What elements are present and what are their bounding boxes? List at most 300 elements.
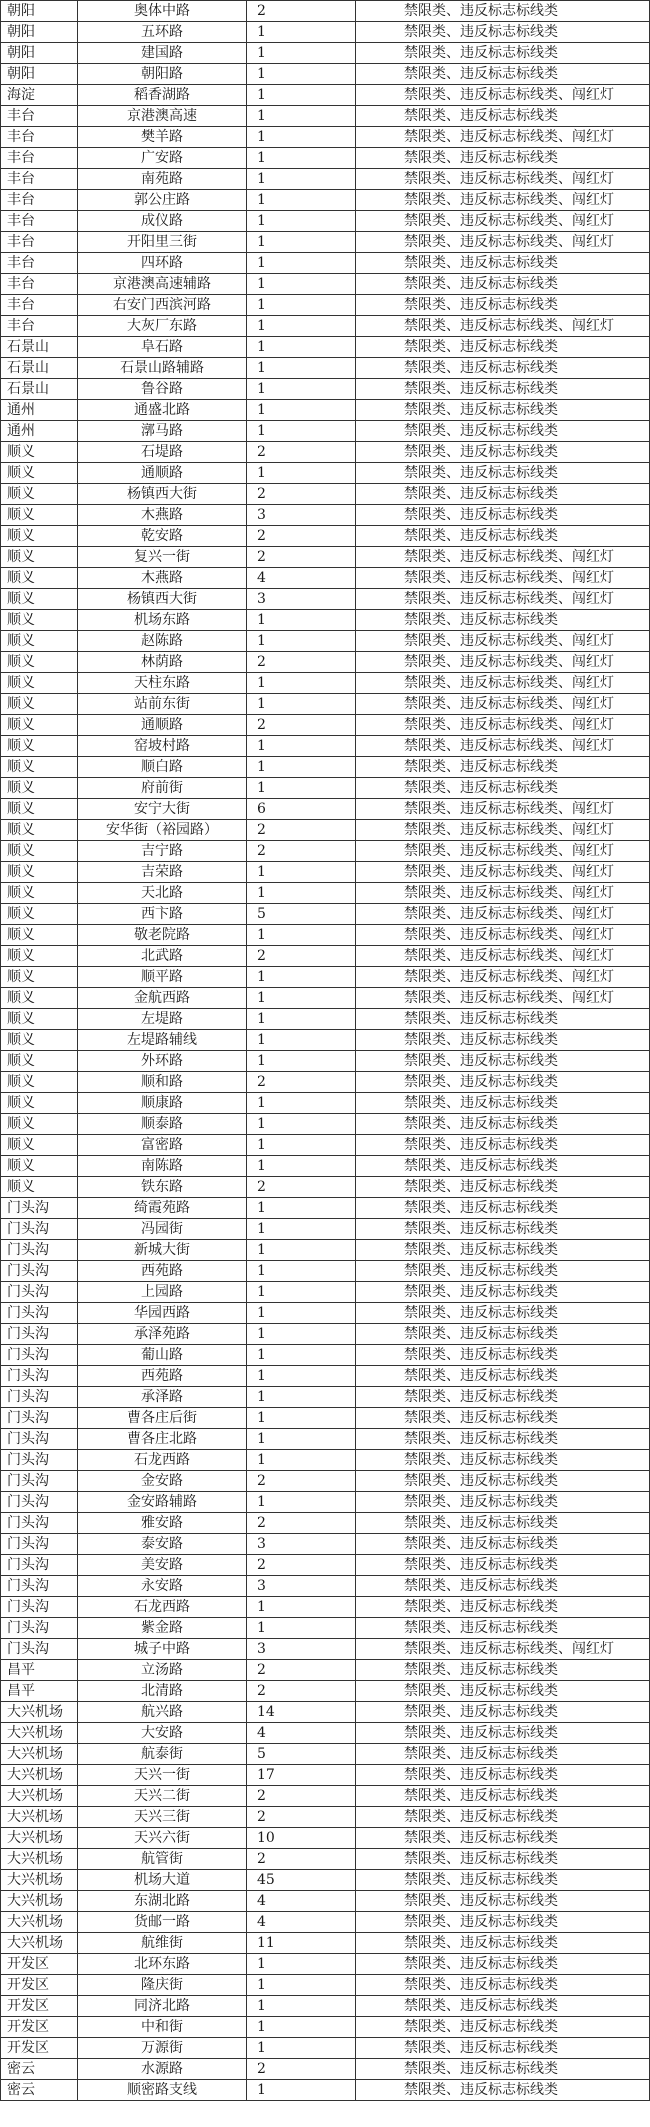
table-row: [1, 1744, 650, 1765]
road-name-cell: 阜石路: [78, 337, 247, 358]
table-row: [1, 1492, 650, 1513]
count-cell: 2: [247, 1660, 356, 1681]
count-cell: 1: [247, 1450, 356, 1471]
road-name-cell: 府前街: [78, 778, 247, 799]
table-row: [1, 1660, 650, 1681]
violation-type-cell: 禁限类、违反标志标线类: [356, 358, 650, 379]
table-row: [1, 1051, 650, 1072]
district-cell: 顺义: [1, 967, 78, 988]
count-cell: 2: [247, 1786, 356, 1807]
district-cell: 门头沟: [1, 1555, 78, 1576]
district-cell: 门头沟: [1, 1282, 78, 1303]
count-cell: 3: [247, 1534, 356, 1555]
count-cell: 2: [247, 1807, 356, 1828]
violation-type-cell: 禁限类、违反标志标线类: [356, 1828, 650, 1849]
district-cell: 顺义: [1, 1135, 78, 1156]
count-cell: 1: [247, 400, 356, 421]
district-cell: 门头沟: [1, 1324, 78, 1345]
district-cell: 顺义: [1, 778, 78, 799]
road-name-cell: 航泰街: [78, 1744, 247, 1765]
road-name-cell: 通顺路: [78, 715, 247, 736]
violation-type-cell: 禁限类、违反标志标线类: [356, 1387, 650, 1408]
road-name-cell: 鲁谷路: [78, 379, 247, 400]
violation-type-cell: 禁限类、违反标志标线类: [356, 1240, 650, 1261]
district-cell: 门头沟: [1, 1429, 78, 1450]
table-row: [1, 1786, 650, 1807]
table-row: [1, 1450, 650, 1471]
violation-type-cell: 禁限类、违反标志标线类、闯红灯: [356, 946, 650, 967]
district-cell: 顺义: [1, 1156, 78, 1177]
table-row: [1, 1387, 650, 1408]
count-cell: 1: [247, 1240, 356, 1261]
road-name-cell: 通盛北路: [78, 400, 247, 421]
district-cell: 顺义: [1, 1114, 78, 1135]
violation-type-cell: 禁限类、违反标志标线类: [356, 253, 650, 274]
table-row: [1, 2038, 650, 2059]
table-row: [1, 1849, 650, 1870]
district-cell: 开发区: [1, 1975, 78, 1996]
road-name-cell: 富密路: [78, 1135, 247, 1156]
table-row: [1, 841, 650, 862]
road-name-cell: 美安路: [78, 1555, 247, 1576]
district-cell: 开发区: [1, 1996, 78, 2017]
district-cell: 顺义: [1, 946, 78, 967]
table-row: [1, 1219, 650, 1240]
table-row: [1, 1723, 650, 1744]
table-row: [1, 673, 650, 694]
district-cell: 丰台: [1, 274, 78, 295]
count-cell: 2: [247, 841, 356, 862]
violation-type-cell: 禁限类、违反标志标线类: [356, 1219, 650, 1240]
road-name-cell: 成仪路: [78, 211, 247, 232]
violation-type-cell: 禁限类、违反标志标线类: [356, 1072, 650, 1093]
road-name-cell: 复兴一街: [78, 547, 247, 568]
count-cell: 1: [247, 1219, 356, 1240]
road-name-cell: 林荫路: [78, 652, 247, 673]
count-cell: 1: [247, 274, 356, 295]
road-name-cell: 西苑路: [78, 1366, 247, 1387]
table-row: [1, 505, 650, 526]
table-row: [1, 253, 650, 274]
count-cell: 1: [247, 778, 356, 799]
count-cell: 2: [247, 1072, 356, 1093]
violation-type-cell: 禁限类、违反标志标线类: [356, 2059, 650, 2080]
district-cell: 顺义: [1, 568, 78, 589]
count-cell: 1: [247, 232, 356, 253]
road-name-cell: 石龙西路: [78, 1450, 247, 1471]
district-cell: 大兴机场: [1, 1828, 78, 1849]
district-cell: 顺义: [1, 463, 78, 484]
count-cell: 1: [247, 316, 356, 337]
violation-type-cell: 禁限类、违反标志标线类: [356, 2017, 650, 2038]
table-row: [1, 1513, 650, 1534]
violation-type-cell: 禁限类、违反标志标线类: [356, 1, 650, 22]
table-row: [1, 547, 650, 568]
count-cell: 1: [247, 106, 356, 127]
count-cell: 4: [247, 1891, 356, 1912]
road-name-cell: 乾安路: [78, 526, 247, 547]
district-cell: 开发区: [1, 2038, 78, 2059]
road-name-cell: 漷马路: [78, 421, 247, 442]
road-name-cell: 水源路: [78, 2059, 247, 2080]
road-name-cell: 上园路: [78, 1282, 247, 1303]
road-name-cell: 南陈路: [78, 1156, 247, 1177]
district-cell: 丰台: [1, 148, 78, 169]
count-cell: 2: [247, 1681, 356, 1702]
violation-type-cell: 禁限类、违反标志标线类: [356, 400, 650, 421]
road-name-cell: 郭公庄路: [78, 190, 247, 211]
table-row: [1, 1954, 650, 1975]
violation-type-cell: 禁限类、违反标志标线类: [356, 1471, 650, 1492]
table-row: [1, 1555, 650, 1576]
violation-type-cell: 禁限类、违反标志标线类: [356, 1492, 650, 1513]
table-row: [1, 1114, 650, 1135]
road-name-cell: 站前东街: [78, 694, 247, 715]
count-cell: 2: [247, 2059, 356, 2080]
district-cell: 门头沟: [1, 1345, 78, 1366]
count-cell: 1: [247, 211, 356, 232]
table-row: [1, 211, 650, 232]
district-cell: 顺义: [1, 694, 78, 715]
table-row: [1, 946, 650, 967]
table-row: [1, 85, 650, 106]
violation-type-cell: 禁限类、违反标志标线类: [356, 526, 650, 547]
table-row: [1, 967, 650, 988]
count-cell: 2: [247, 484, 356, 505]
table-row: [1, 1807, 650, 1828]
count-cell: 1: [247, 148, 356, 169]
district-cell: 门头沟: [1, 1198, 78, 1219]
table-row: [1, 442, 650, 463]
road-name-cell: 隆庆街: [78, 1975, 247, 1996]
count-cell: 1: [247, 1429, 356, 1450]
violation-type-cell: 禁限类、违反标志标线类、闯红灯: [356, 694, 650, 715]
table-row: [1, 106, 650, 127]
table-row: [1, 904, 650, 925]
violation-type-cell: 禁限类、违反标志标线类、闯红灯: [356, 841, 650, 862]
violation-type-cell: 禁限类、违反标志标线类、闯红灯: [356, 316, 650, 337]
district-cell: 门头沟: [1, 1639, 78, 1660]
district-cell: 通州: [1, 421, 78, 442]
table-row: [1, 1597, 650, 1618]
road-name-cell: 永安路: [78, 1576, 247, 1597]
violation-type-cell: 禁限类、违反标志标线类、闯红灯: [356, 652, 650, 673]
road-name-cell: 左堤路辅线: [78, 1030, 247, 1051]
table-row: [1, 1, 650, 22]
road-name-cell: 承泽路: [78, 1387, 247, 1408]
district-cell: 朝阳: [1, 22, 78, 43]
violation-type-cell: 禁限类、违反标志标线类: [356, 1051, 650, 1072]
district-cell: 昌平: [1, 1681, 78, 1702]
road-name-cell: 紫金路: [78, 1618, 247, 1639]
violation-type-cell: 禁限类、违反标志标线类、闯红灯: [356, 85, 650, 106]
violation-type-cell: 禁限类、违反标志标线类: [356, 1870, 650, 1891]
table-row: [1, 463, 650, 484]
count-cell: 2: [247, 1471, 356, 1492]
district-cell: 朝阳: [1, 64, 78, 85]
count-cell: 1: [247, 1261, 356, 1282]
road-name-cell: 天兴六街: [78, 1828, 247, 1849]
violation-type-cell: 禁限类、违反标志标线类、闯红灯: [356, 127, 650, 148]
violation-type-cell: 禁限类、违反标志标线类、闯红灯: [356, 904, 650, 925]
count-cell: 5: [247, 1744, 356, 1765]
district-cell: 大兴机场: [1, 1807, 78, 1828]
violation-type-cell: 禁限类、违反标志标线类: [356, 1807, 650, 1828]
table-row: [1, 1009, 650, 1030]
district-cell: 丰台: [1, 169, 78, 190]
road-name-cell: 东湖北路: [78, 1891, 247, 1912]
road-name-cell: 货邮一路: [78, 1912, 247, 1933]
count-cell: 1: [247, 1597, 356, 1618]
count-cell: 1: [247, 1282, 356, 1303]
road-name-cell: 金安路辅路: [78, 1492, 247, 1513]
violation-type-cell: 禁限类、违反标志标线类、闯红灯: [356, 547, 650, 568]
road-name-cell: 木燕路: [78, 505, 247, 526]
violation-type-cell: 禁限类、违反标志标线类: [356, 1366, 650, 1387]
table-row: [1, 2059, 650, 2080]
count-cell: 1: [247, 736, 356, 757]
district-cell: 顺义: [1, 1009, 78, 1030]
district-cell: 顺义: [1, 925, 78, 946]
district-cell: 顺义: [1, 841, 78, 862]
violation-type-cell: 禁限类、违反标志标线类: [356, 1597, 650, 1618]
road-name-cell: 顺和路: [78, 1072, 247, 1093]
road-name-cell: 金安路: [78, 1471, 247, 1492]
table-row: [1, 1765, 650, 1786]
count-cell: 1: [247, 1198, 356, 1219]
table-row: [1, 1303, 650, 1324]
count-cell: 1: [247, 337, 356, 358]
violation-type-cell: 禁限类、违反标志标线类: [356, 1555, 650, 1576]
violation-type-cell: 禁限类、违反标志标线类: [356, 148, 650, 169]
table-row: [1, 1072, 650, 1093]
violation-type-cell: 禁限类、违反标志标线类: [356, 463, 650, 484]
count-cell: 1: [247, 85, 356, 106]
violation-type-cell: 禁限类、违反标志标线类: [356, 2038, 650, 2059]
violation-type-cell: 禁限类、违反标志标线类: [356, 1324, 650, 1345]
count-cell: 6: [247, 799, 356, 820]
count-cell: 11: [247, 1933, 356, 1954]
road-name-cell: 外环路: [78, 1051, 247, 1072]
violation-type-cell: 禁限类、违反标志标线类: [356, 1534, 650, 1555]
table-row: [1, 2017, 650, 2038]
table-row: [1, 694, 650, 715]
table-row: [1, 1366, 650, 1387]
district-cell: 顺义: [1, 736, 78, 757]
district-cell: 门头沟: [1, 1513, 78, 1534]
table-row: [1, 358, 650, 379]
violation-type-cell: 禁限类、违反标志标线类、闯红灯: [356, 820, 650, 841]
table-row: [1, 1135, 650, 1156]
count-cell: 4: [247, 568, 356, 589]
violation-type-cell: 禁限类、违反标志标线类: [356, 778, 650, 799]
violation-type-cell: 禁限类、违反标志标线类: [356, 1177, 650, 1198]
road-name-cell: 西卞路: [78, 904, 247, 925]
count-cell: 1: [247, 169, 356, 190]
district-cell: 顺义: [1, 799, 78, 820]
road-name-cell: 安华街（裕园路）: [78, 820, 247, 841]
road-name-cell: 中和街: [78, 2017, 247, 2038]
count-cell: 1: [247, 463, 356, 484]
road-name-cell: 北清路: [78, 1681, 247, 1702]
district-cell: 顺义: [1, 610, 78, 631]
violation-type-cell: 禁限类、违反标志标线类: [356, 64, 650, 85]
district-cell: 大兴机场: [1, 1933, 78, 1954]
table-row: [1, 148, 650, 169]
district-cell: 门头沟: [1, 1492, 78, 1513]
district-cell: 密云: [1, 2080, 78, 2101]
violation-type-cell: 禁限类、违反标志标线类: [356, 1156, 650, 1177]
table-row: [1, 337, 650, 358]
table-row: [1, 1891, 650, 1912]
count-cell: 17: [247, 1765, 356, 1786]
count-cell: 1: [247, 1114, 356, 1135]
count-cell: 1: [247, 22, 356, 43]
table-row: [1, 379, 650, 400]
road-name-cell: 大安路: [78, 1723, 247, 1744]
road-name-cell: 奥体中路: [78, 1, 247, 22]
violation-type-cell: 禁限类、违反标志标线类: [356, 1723, 650, 1744]
table-row: [1, 64, 650, 85]
district-cell: 丰台: [1, 316, 78, 337]
count-cell: 3: [247, 1576, 356, 1597]
count-cell: 1: [247, 1156, 356, 1177]
count-cell: 4: [247, 1723, 356, 1744]
count-cell: 1: [247, 1975, 356, 1996]
district-cell: 顺义: [1, 1177, 78, 1198]
violation-type-cell: 禁限类、违反标志标线类: [356, 1408, 650, 1429]
violation-type-cell: 禁限类、违反标志标线类: [356, 2080, 650, 2101]
table-row: [1, 1534, 650, 1555]
district-cell: 朝阳: [1, 1, 78, 22]
table-row: [1, 1093, 650, 1114]
table-row: [1, 610, 650, 631]
violation-type-cell: 禁限类、违反标志标线类: [356, 1282, 650, 1303]
count-cell: 3: [247, 1639, 356, 1660]
table-row: [1, 799, 650, 820]
district-cell: 朝阳: [1, 43, 78, 64]
district-cell: 门头沟: [1, 1366, 78, 1387]
table-row: [1, 1261, 650, 1282]
table-row: [1, 1345, 650, 1366]
violation-type-cell: 禁限类、违反标志标线类: [356, 106, 650, 127]
table-row: [1, 2080, 650, 2101]
count-cell: 45: [247, 1870, 356, 1891]
district-cell: 门头沟: [1, 1471, 78, 1492]
road-name-cell: 敬老院路: [78, 925, 247, 946]
violation-type-cell: 禁限类、违反标志标线类、闯红灯: [356, 673, 650, 694]
count-cell: 2: [247, 1555, 356, 1576]
count-cell: 1: [247, 190, 356, 211]
district-cell: 顺义: [1, 442, 78, 463]
road-name-cell: 北武路: [78, 946, 247, 967]
road-name-cell: 承泽苑路: [78, 1324, 247, 1345]
road-name-cell: 南苑路: [78, 169, 247, 190]
road-name-cell: 天兴二街: [78, 1786, 247, 1807]
table-row: [1, 568, 650, 589]
count-cell: 1: [247, 379, 356, 400]
violation-type-cell: 禁限类、违反标志标线类: [356, 1513, 650, 1534]
table-row: [1, 1912, 650, 1933]
district-cell: 顺义: [1, 547, 78, 568]
violation-type-cell: 禁限类、违反标志标线类: [356, 1912, 650, 1933]
road-name-cell: 四环路: [78, 253, 247, 274]
table-row: [1, 526, 650, 547]
violation-type-cell: 禁限类、违反标志标线类、闯红灯: [356, 967, 650, 988]
violation-type-cell: 禁限类、违反标志标线类: [356, 379, 650, 400]
count-cell: 2: [247, 1849, 356, 1870]
road-name-cell: 杨镇西大街: [78, 589, 247, 610]
table-row: [1, 1618, 650, 1639]
table-row: [1, 1870, 650, 1891]
violation-type-cell: 禁限类、违反标志标线类: [356, 1933, 650, 1954]
table-row: [1, 127, 650, 148]
count-cell: 2: [247, 1177, 356, 1198]
road-name-cell: 机场大道: [78, 1870, 247, 1891]
table-row: [1, 652, 650, 673]
table-row: [1, 925, 650, 946]
road-name-cell: 京港澳高速: [78, 106, 247, 127]
violation-type-cell: 禁限类、违反标志标线类: [356, 1261, 650, 1282]
count-cell: 10: [247, 1828, 356, 1849]
district-cell: 通州: [1, 400, 78, 421]
district-cell: 门头沟: [1, 1534, 78, 1555]
violation-type-cell: 禁限类、违反标志标线类: [356, 1135, 650, 1156]
road-name-cell: 开阳里三街: [78, 232, 247, 253]
road-name-cell: 泰安路: [78, 1534, 247, 1555]
count-cell: 1: [247, 610, 356, 631]
district-cell: 开发区: [1, 2017, 78, 2038]
road-name-cell: 通顺路: [78, 463, 247, 484]
road-name-cell: 石堤路: [78, 442, 247, 463]
district-cell: 大兴机场: [1, 1870, 78, 1891]
table-row: [1, 232, 650, 253]
count-cell: 1: [247, 2080, 356, 2101]
count-cell: 3: [247, 589, 356, 610]
road-name-cell: 右安门西滨河路: [78, 295, 247, 316]
count-cell: 1: [247, 988, 356, 1009]
count-cell: 2: [247, 1513, 356, 1534]
district-cell: 顺义: [1, 988, 78, 1009]
district-cell: 海淀: [1, 85, 78, 106]
road-name-cell: 天兴三街: [78, 1807, 247, 1828]
road-name-cell: 安宁大街: [78, 799, 247, 820]
table-row: [1, 1156, 650, 1177]
count-cell: 1: [247, 967, 356, 988]
district-cell: 顺义: [1, 1051, 78, 1072]
table-row: [1, 190, 650, 211]
district-cell: 丰台: [1, 295, 78, 316]
table-row: [1, 316, 650, 337]
count-cell: 1: [247, 862, 356, 883]
table-row: [1, 1828, 650, 1849]
district-cell: 顺义: [1, 1030, 78, 1051]
road-name-cell: 天兴一街: [78, 1765, 247, 1786]
count-cell: 1: [247, 43, 356, 64]
violation-type-cell: 禁限类、违反标志标线类: [356, 274, 650, 295]
count-cell: 1: [247, 1345, 356, 1366]
count-cell: 2: [247, 1, 356, 22]
violation-type-cell: 禁限类、违反标志标线类、闯红灯: [356, 190, 650, 211]
district-cell: 门头沟: [1, 1597, 78, 1618]
count-cell: 1: [247, 295, 356, 316]
table-row: [1, 820, 650, 841]
violation-type-cell: 禁限类、违反标志标线类、闯红灯: [356, 1639, 650, 1660]
table-row: [1, 589, 650, 610]
road-name-cell: 曹各庄后街: [78, 1408, 247, 1429]
table-row: [1, 1576, 650, 1597]
road-name-cell: 大灰厂东路: [78, 316, 247, 337]
